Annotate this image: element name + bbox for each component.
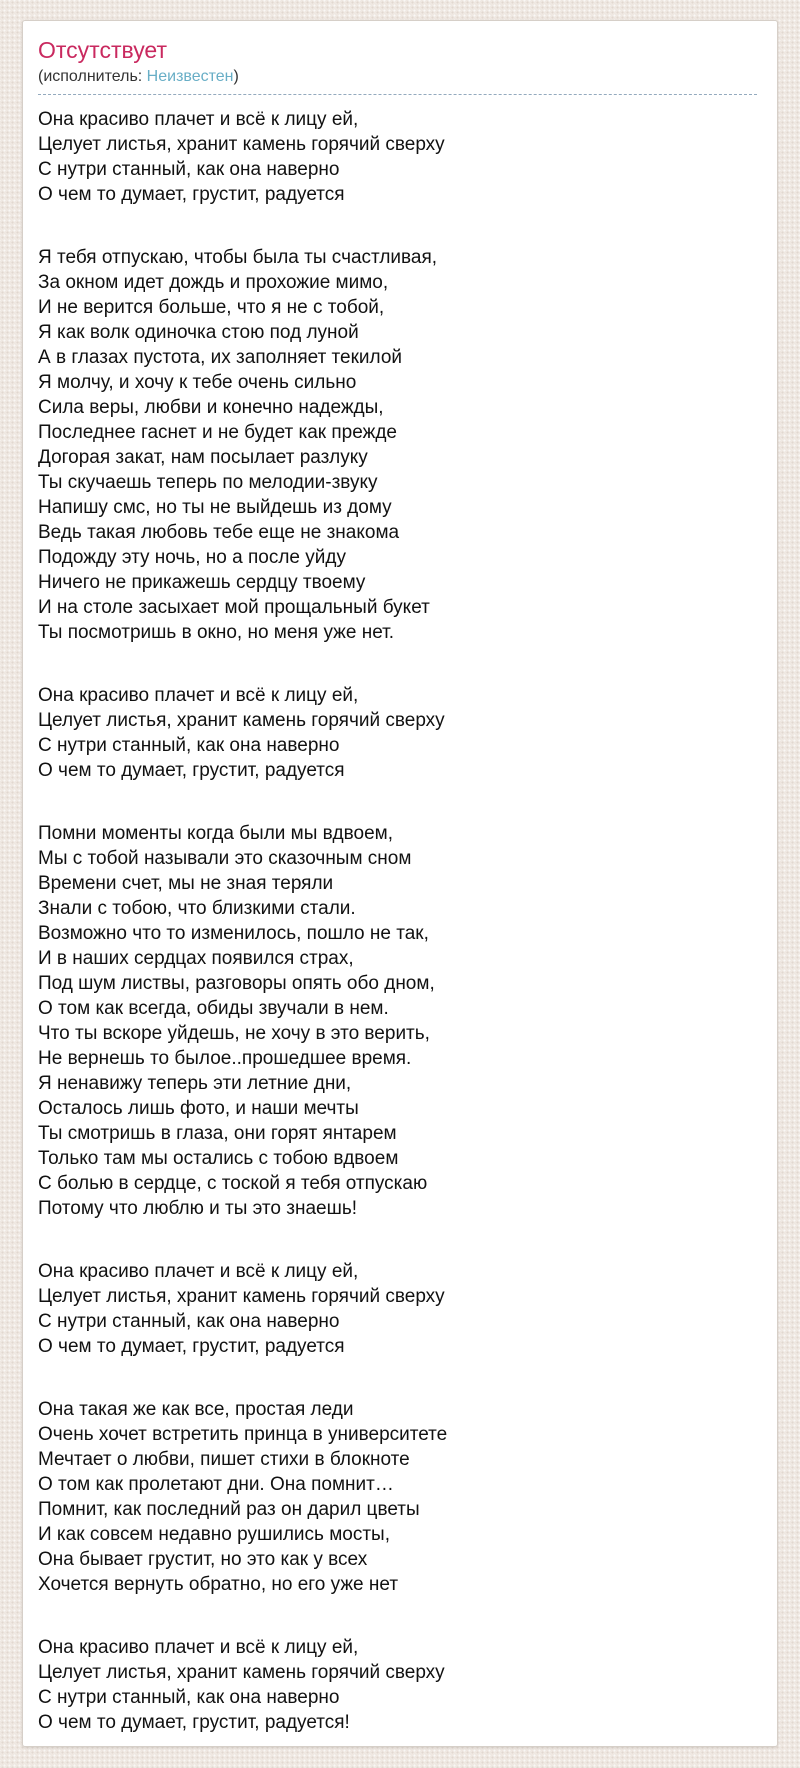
lyric-line: Целует листья, хранит камень горячий сверху — [38, 134, 445, 155]
lyric-line: Последнее гаснет и не будет как прежде — [38, 422, 397, 443]
lyric-line: И не верится больше, что я не с тобой, — [38, 297, 385, 318]
lyric-line: Возможно что то изменилось, пошло не так, — [38, 923, 429, 944]
stanza — [38, 1259, 757, 1359]
lyric-line: Помни моменты когда были мы вдвоем, — [38, 823, 393, 844]
lyrics-card — [22, 20, 778, 1747]
lyric-line: Хочется вернуть обратно, но его уже нет — [38, 1574, 399, 1595]
lyric-line: Она красиво плачет и всё к лицу ей, — [38, 1261, 359, 1282]
artist-link[interactable]: Неизвестен — [146, 68, 234, 85]
stanza — [38, 683, 757, 783]
song-header — [38, 35, 757, 95]
lyric-line: Ведь такая любовь тебе еще не знакома — [38, 522, 400, 543]
lyric-line: И на столе засыхает мой прощальный букет — [38, 597, 430, 618]
lyric-line: Она красиво плачет и всё к лицу ей, — [38, 109, 359, 130]
lyric-line: Сила веры, любви и конечно надежды, — [38, 397, 384, 418]
artist-label-suffix: ) — [233, 68, 239, 85]
lyric-line: О том как пролетают дни. Она помнит… — [38, 1474, 394, 1495]
lyric-line: Потому что люблю и ты это знаешь! — [38, 1198, 358, 1219]
lyric-line: С нутри станный, как она наверно — [38, 735, 340, 756]
lyric-line: Целует листья, хранит камень горячий сверху — [38, 1286, 445, 1307]
lyric-line: Я молчу, и хочу к тебе очень сильно — [38, 372, 357, 393]
lyric-line: А в глазах пустота, их заполняет текилой — [38, 347, 403, 368]
lyric-line: С нутри станный, как она наверно — [38, 1311, 340, 1332]
lyric-line: Знали с тобою, что близкими стали. — [38, 898, 356, 919]
lyric-line: Напишу смс, но ты не выйдешь из дому — [38, 497, 392, 518]
artist-line — [38, 67, 757, 87]
lyric-line: Целует листья, хранит камень горячий сверху — [38, 710, 445, 731]
lyric-line: И как совсем недавно рушились мосты, — [38, 1524, 390, 1545]
lyric-line: Ты смотришь в глаза, они горят янтарем — [38, 1123, 397, 1144]
lyric-line: Очень хочет встретить принца в университете — [38, 1424, 448, 1445]
lyric-line: О чем то думает, грустит, радуется — [38, 760, 345, 781]
lyric-line: Мы с тобой называли это сказочным сном — [38, 848, 412, 869]
artist-label-prefix: (исполнитель: — [38, 68, 147, 85]
lyric-line: О чем то думает, грустит, радуется! — [38, 1712, 350, 1733]
lyric-line: О чем то думает, грустит, радуется — [38, 184, 345, 205]
lyric-line: Целует листья, хранит камень горячий сверху — [38, 1662, 445, 1683]
lyric-line: И в наших сердцах появился страх, — [38, 948, 354, 969]
song-title: Отсутствует — [38, 37, 167, 63]
lyric-line: Догорая закат, нам посылает разлуку — [38, 447, 368, 468]
lyric-line: Только там мы остались с тобою вдвоем — [38, 1148, 399, 1169]
stanza — [38, 245, 757, 645]
lyric-line: Ничего не прикажешь сердцу твоему — [38, 572, 366, 593]
lyric-line: Времени счет, мы не зная теряли — [38, 873, 334, 894]
stanza — [38, 1397, 757, 1597]
lyrics — [38, 107, 757, 1735]
lyric-line: Помнит, как последний раз он дарил цветы — [38, 1499, 420, 1520]
lyric-line: С нутри станный, как она наверно — [38, 159, 340, 180]
stanza — [38, 821, 757, 1221]
lyric-line: Что ты вскоре уйдешь, не хочу в это верить, — [38, 1023, 430, 1044]
lyric-line: Она красиво плачет и всё к лицу ей, — [38, 1637, 359, 1658]
lyric-line: Ты посмотришь в окно, но меня уже нет. — [38, 622, 395, 643]
lyric-line: Не вернешь то былое..прошедшее время. — [38, 1048, 412, 1069]
lyric-line: Мечтает о любви, пишет стихи в блокноте — [38, 1449, 410, 1470]
lyric-line: О том как всегда, обиды звучали в нем. — [38, 998, 389, 1019]
lyric-line: Ты скучаешь теперь по мелодии-звуку — [38, 472, 378, 493]
lyric-line: Она такая же как все, простая леди — [38, 1399, 354, 1420]
lyric-line: С болью в сердце, с тоской я тебя отпускаю — [38, 1173, 428, 1194]
lyric-line: Она бывает грустит, но это как у всех — [38, 1549, 368, 1570]
lyric-line: Я тебя отпускаю, чтобы была ты счастливая, — [38, 247, 438, 268]
lyric-line: О чем то думает, грустит, радуется — [38, 1336, 345, 1357]
lyric-line: Я ненавижу теперь эти летние дни, — [38, 1073, 352, 1094]
lyric-line: С нутри станный, как она наверно — [38, 1687, 340, 1708]
lyric-line: Под шум листвы, разговоры опять обо дном, — [38, 973, 435, 994]
stanza — [38, 1635, 757, 1735]
lyric-line: Подожду эту ночь, но а после уйду — [38, 547, 346, 568]
lyric-line: Я как волк одиночка стою под луной — [38, 322, 359, 343]
lyric-line: Осталось лишь фото, и наши мечты — [38, 1098, 359, 1119]
lyric-line: За окном идет дождь и прохожие мимо, — [38, 272, 389, 293]
stanza — [38, 107, 757, 207]
lyric-line: Она красиво плачет и всё к лицу ей, — [38, 685, 359, 706]
